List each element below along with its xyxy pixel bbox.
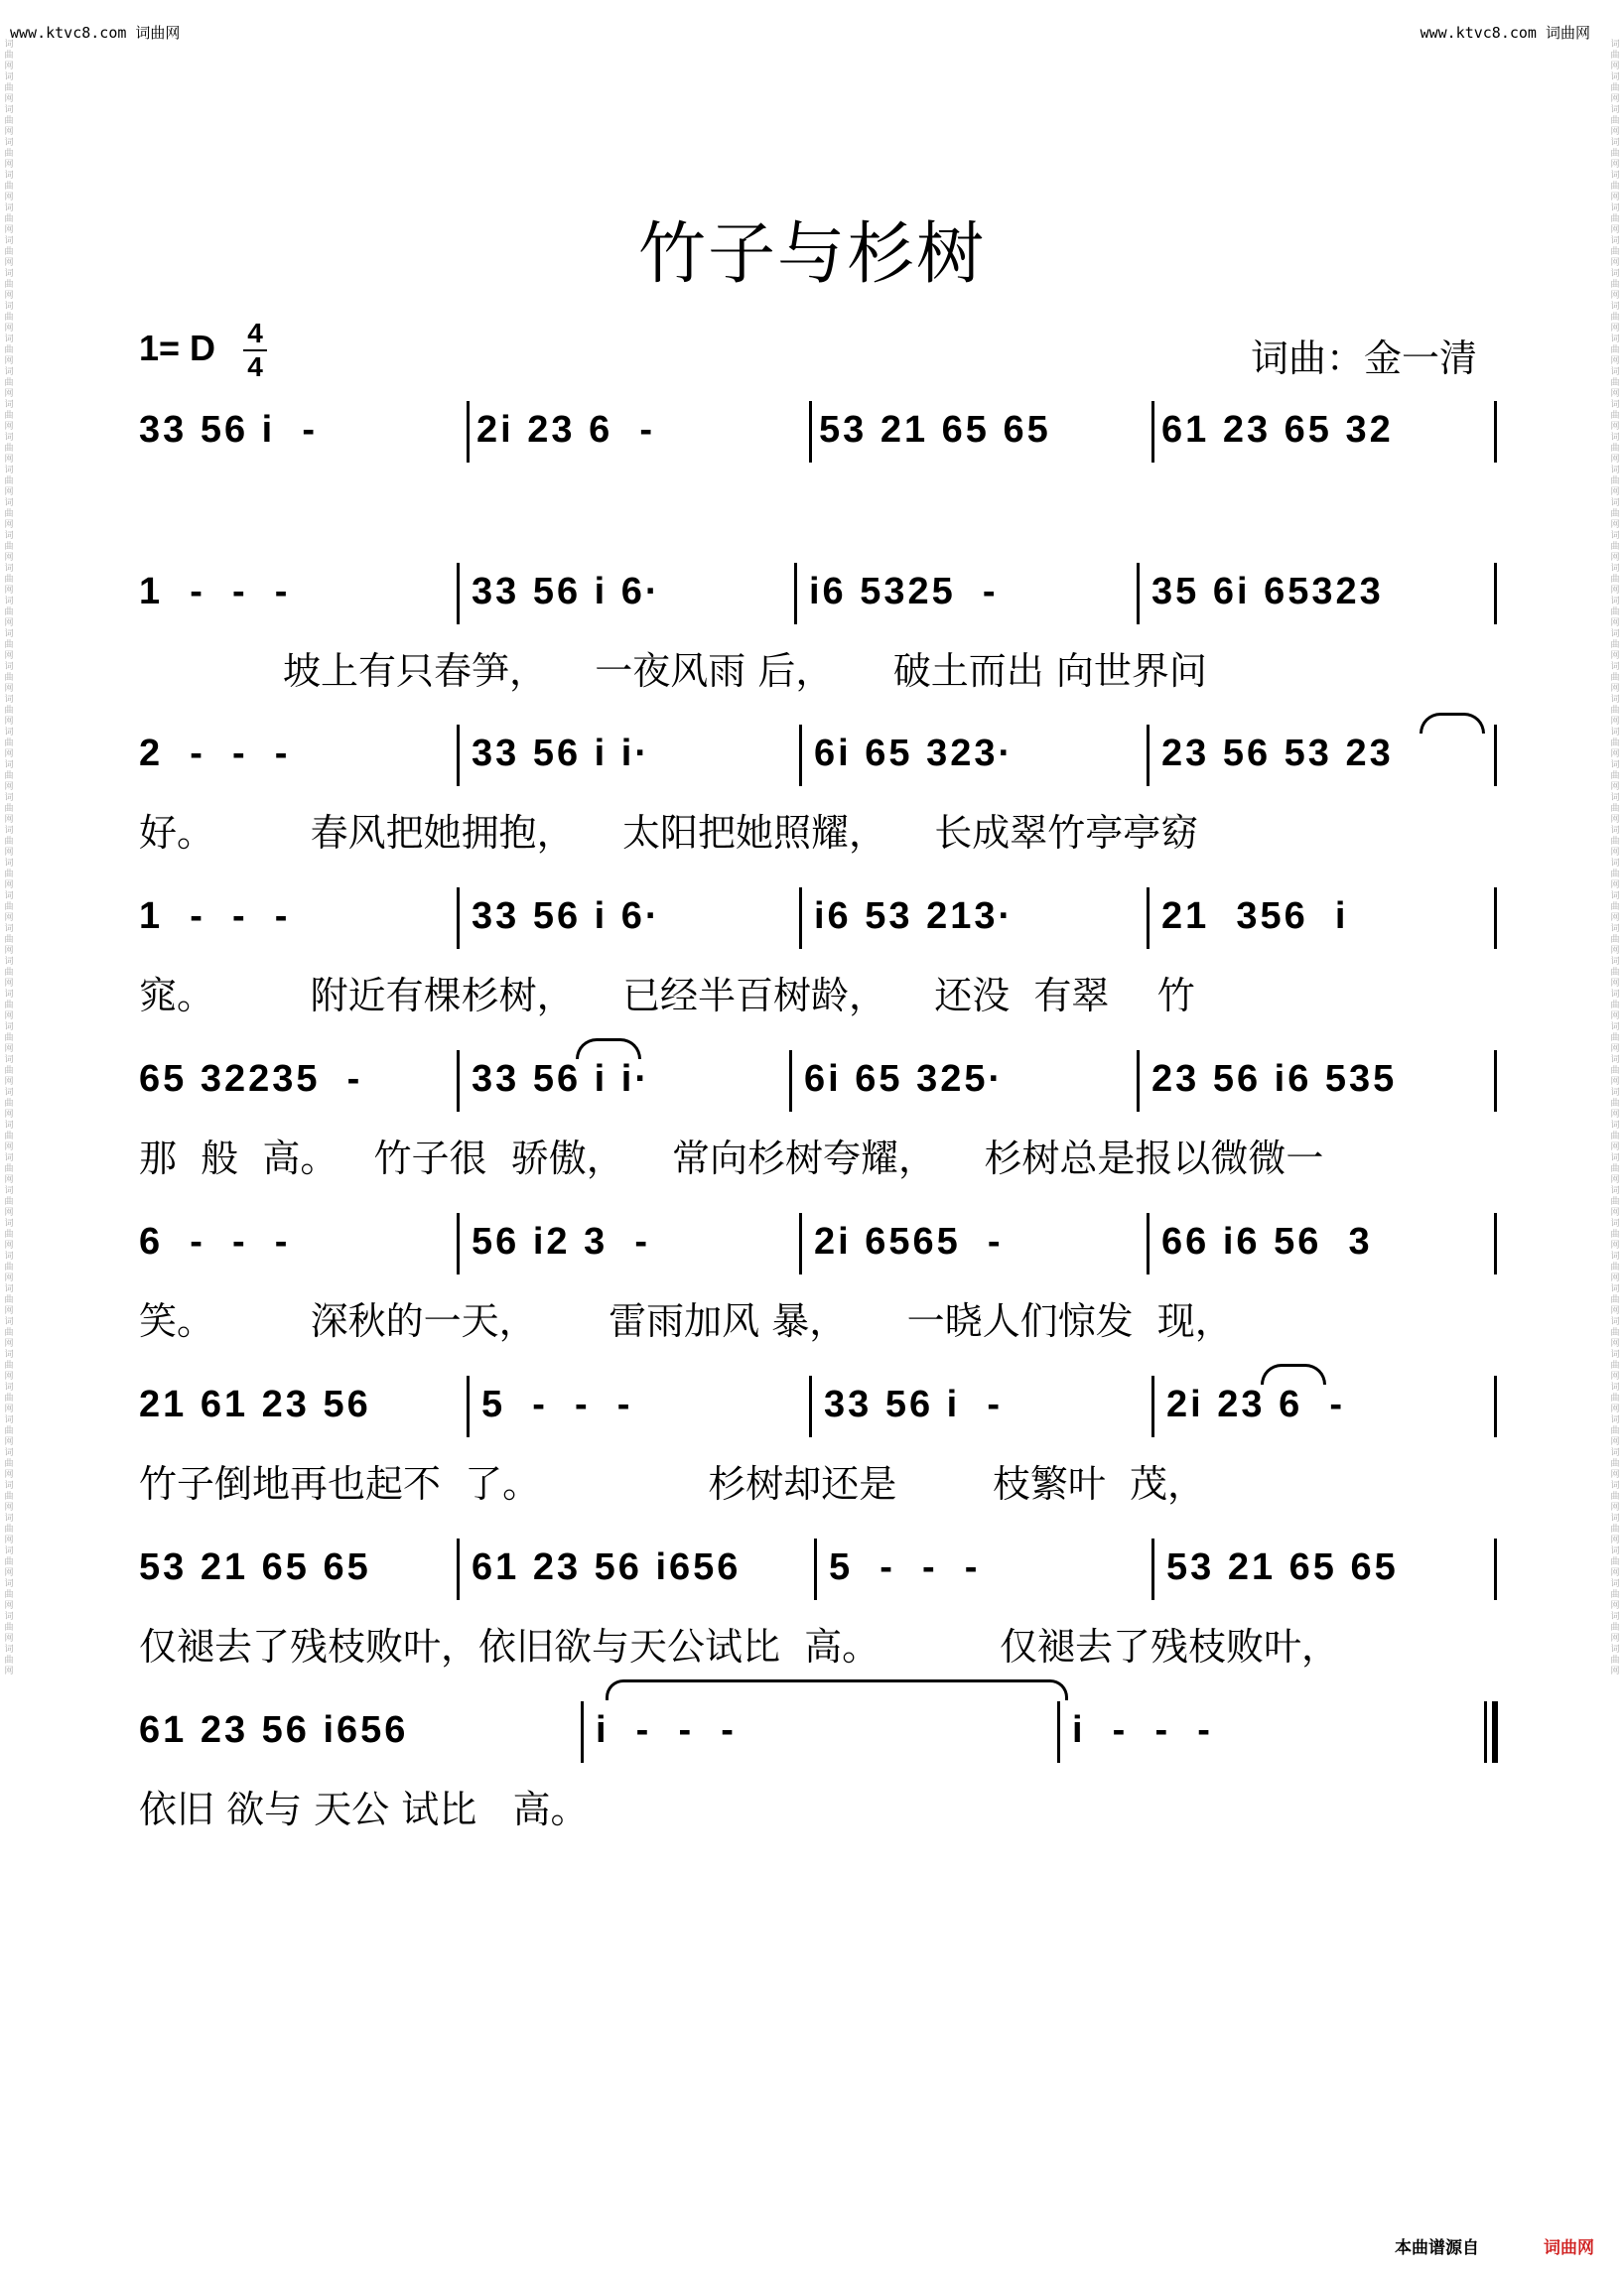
- measure: i6 53 213·: [814, 895, 1015, 937]
- header-left-url: www.ktvc8.com 词曲网: [10, 24, 181, 42]
- lyrics-line: 竹子倒地再也起不 了。 杉树却还是 枝繁叶 茂，: [139, 1462, 1206, 1506]
- barline: [1147, 887, 1150, 949]
- final-barline-thin: [1484, 1701, 1487, 1763]
- measure: 6i 65 323·: [814, 733, 1015, 774]
- footer-source: 本曲谱源自: [1395, 2238, 1479, 2258]
- right-watermark: 词曲网词曲网词曲网词曲网词曲网词曲网词曲网词曲网词曲网词曲网词曲网词曲网词曲网词曲网词曲网词曲网词曲网词曲网词曲网词曲网词曲网词曲网词曲网词曲网词曲网词曲网词曲网词曲网词曲网词曲网词曲网词曲网词曲网词曲网词曲网词曲网词曲网词曲网词曲网词曲网词曲网词曲网词曲网词曲网词曲网词曲网词曲网词曲网词曲网词曲网: [1610, 40, 1620, 1676]
- measure: 2i 23 6 -: [476, 409, 655, 451]
- measure: 5 - - -: [481, 1384, 633, 1425]
- barline: [1151, 1376, 1154, 1437]
- barline: [1494, 887, 1497, 949]
- score-row: [139, 571, 1499, 630]
- measure: 5 - - -: [829, 1546, 981, 1588]
- barline: [1494, 401, 1497, 463]
- measure: i - - -: [1072, 1709, 1213, 1751]
- score-row: [139, 409, 1499, 469]
- measure: 53 21 65 65: [139, 1546, 371, 1588]
- measure: 61 23 56 i656: [139, 1709, 409, 1751]
- measure: 21 356 i: [1161, 895, 1349, 937]
- score-row: [139, 1058, 1499, 1118]
- tie-arc: [1420, 713, 1485, 734]
- song-title: 竹子与杉树: [637, 215, 986, 294]
- barline: [799, 1213, 802, 1274]
- lyrics-line: 依旧 欲与 天公 试比 高。: [139, 1788, 589, 1831]
- footer-site-link[interactable]: 词曲网: [1544, 2238, 1594, 2258]
- tie-arc: [576, 1038, 641, 1059]
- barline: [1494, 1213, 1497, 1274]
- measure: 33 56 i i·: [472, 1058, 650, 1100]
- barline: [1494, 563, 1497, 624]
- score-row: [139, 1221, 1499, 1280]
- measure: 35 6i 65323: [1151, 571, 1384, 612]
- measure: 6 - - -: [139, 1221, 291, 1263]
- measure: 2 - - -: [139, 733, 291, 774]
- time-bottom: 4: [247, 351, 263, 382]
- barline: [809, 1376, 812, 1437]
- barline: [799, 887, 802, 949]
- barline: [1057, 1701, 1060, 1763]
- tie-arc: [1261, 1364, 1326, 1385]
- final-barline-thick: [1492, 1701, 1498, 1763]
- key-signature: 1= D: [139, 328, 216, 368]
- measure: 53 21 65 65: [1166, 1546, 1399, 1588]
- measure: 33 56 i i·: [472, 733, 650, 774]
- measure: 65 32235 -: [139, 1058, 363, 1100]
- measure: 21 61 23 56: [139, 1384, 371, 1425]
- barline: [457, 563, 460, 624]
- barline: [457, 1213, 460, 1274]
- barline: [457, 1050, 460, 1112]
- barline: [457, 725, 460, 786]
- barline: [467, 1376, 470, 1437]
- barline: [1137, 563, 1140, 624]
- measure: 1 - - -: [139, 571, 291, 612]
- score-row: [139, 1384, 1499, 1443]
- barline: [581, 1701, 584, 1763]
- barline: [1147, 725, 1150, 786]
- measure: 1 - - -: [139, 895, 291, 937]
- measure: i6 5325 -: [809, 571, 999, 612]
- barline: [799, 725, 802, 786]
- barline: [1147, 1213, 1150, 1274]
- measure: 53 21 65 65: [819, 409, 1051, 451]
- lyrics-line: 坡上有只春笋， 一夜风雨 后， 破土而出 向世界问: [139, 649, 1207, 693]
- barline: [1494, 1376, 1497, 1437]
- barline: [789, 1050, 792, 1112]
- time-signature: [243, 320, 267, 381]
- barline: [457, 887, 460, 949]
- left-watermark: 词曲网词曲网词曲网词曲网词曲网词曲网词曲网词曲网词曲网词曲网词曲网词曲网词曲网词曲网词曲网词曲网词曲网词曲网词曲网词曲网词曲网词曲网词曲网词曲网词曲网词曲网词曲网词曲网词曲网词曲网词曲网词曲网词曲网词曲网词曲网词曲网词曲网词曲网词曲网词曲网词曲网词曲网词曲网词曲网词曲网词曲网词曲网词曲网词曲网词曲网: [4, 40, 14, 1676]
- lyrics-line: 仅褪去了残枝败叶，依旧欲与天公试比 高。 仅褪去了残枝败叶，: [139, 1625, 1339, 1669]
- barline: [1494, 725, 1497, 786]
- measure: 33 56 i 6·: [472, 895, 661, 937]
- barline: [457, 1539, 460, 1600]
- barline: [794, 563, 797, 624]
- score-row: [139, 1546, 1499, 1606]
- credit: 词曲：金一清: [1251, 336, 1478, 380]
- lyrics-line: 好。 春风把她拥抱， 太阳把她照耀， 长成翠竹亭亭窈: [139, 811, 1199, 855]
- lyrics-line: 窕。 附近有棵杉树， 已经半百树龄， 还没 有翠 竹: [139, 974, 1195, 1017]
- measure: 2i 23 6 -: [1166, 1384, 1345, 1425]
- measure: 33 56 i -: [824, 1384, 1003, 1425]
- measure: 6i 65 325·: [804, 1058, 1005, 1100]
- barline: [1494, 1539, 1497, 1600]
- barline: [1151, 401, 1154, 463]
- measure: 23 56 i6 535: [1151, 1058, 1398, 1100]
- measure: 33 56 i 6·: [472, 571, 661, 612]
- score-row: [139, 1709, 1499, 1769]
- lyrics-line: 那 般 高。 竹子很 骄傲， 常向杉树夸耀， 杉树总是报以微微一: [139, 1137, 1324, 1180]
- measure: i - - -: [596, 1709, 737, 1751]
- measure: 66 i6 56 3: [1161, 1221, 1373, 1263]
- measure: 33 56 i -: [139, 409, 318, 451]
- tie-arc: [606, 1679, 1068, 1700]
- barline: [1494, 1050, 1497, 1112]
- measure: 61 23 65 32: [1161, 409, 1394, 451]
- barline: [1151, 1539, 1154, 1600]
- barline: [809, 401, 812, 463]
- measure: 56 i2 3 -: [472, 1221, 650, 1263]
- header-right-url: www.ktvc8.com 词曲网: [1420, 24, 1590, 42]
- measure: 23 56 53 23: [1161, 733, 1394, 774]
- time-top: 4: [247, 318, 263, 348]
- lyrics-line: 笑。 深秋的一天， 雷雨加风 暴， 一晓人们惊发 现，: [139, 1299, 1233, 1343]
- barline: [1137, 1050, 1140, 1112]
- barline: [814, 1539, 817, 1600]
- score-row: [139, 733, 1499, 792]
- measure: 61 23 56 i656: [472, 1546, 742, 1588]
- barline: [467, 401, 470, 463]
- score-row: [139, 895, 1499, 955]
- measure: 2i 6565 -: [814, 1221, 1004, 1263]
